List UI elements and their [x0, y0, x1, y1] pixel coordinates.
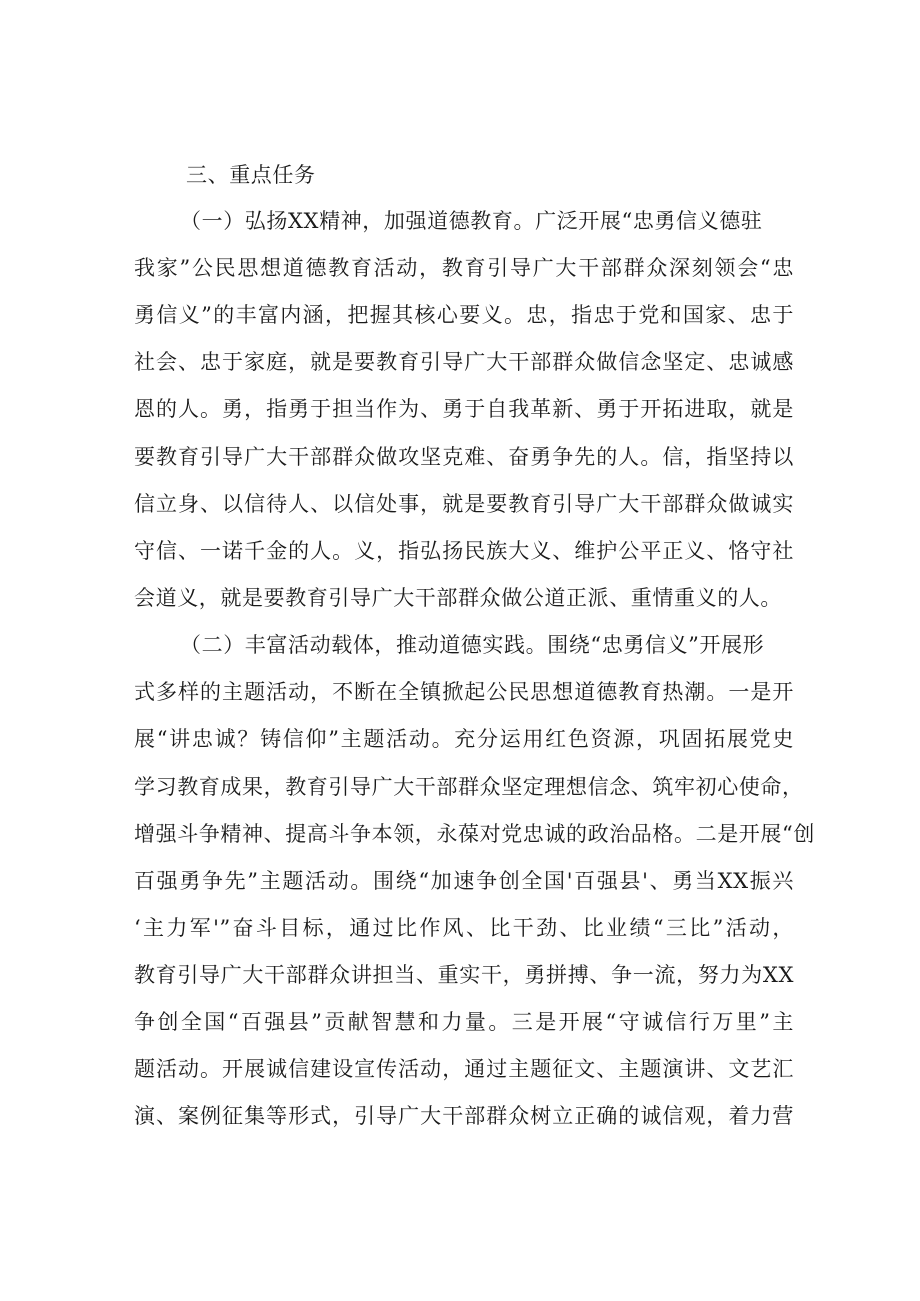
paragraph-line: 展“讲忠诚？铸信仰”主题活动。充分运用红色资源，巩固拓展党史 — [134, 727, 794, 751]
paragraph-line: 信立身、以信待人、以信处事，就是要教育引导广大干部群众做诚实 — [134, 492, 794, 516]
paragraph-line: 我家”公民思想道德教育活动，教育引导广大干部群众深刻领会“忠 — [134, 256, 794, 280]
paragraph-line: 要教育引导广大干部群众做攻坚克难、奋勇争先的人。信，指坚持以 — [134, 445, 794, 469]
paragraph-line: 学习教育成果，教育引导广大干部群众坚定理想信念、筑牢初心使命， — [134, 775, 804, 799]
paragraph-line: ‘主力军'”奋斗目标，通过比作风、比干劲、比业绩“三比”活动， — [134, 916, 794, 940]
paragraph-line: （二）丰富活动载体，推动道德实践。围绕“忠勇信义”开展形 — [180, 633, 765, 657]
paragraph-line: 会道义，就是要教育引导广大干部群众做公道正派、重情重义的人。 — [134, 586, 782, 610]
paragraph-line: 争创全国“百强县”贡献智慧和力量。三是开展“守诚信行万里”主 — [134, 1010, 794, 1034]
paragraph-line: 教育引导广大干部群众讲担当、重实干，勇拼搏、争一流，努力为XX — [134, 963, 794, 987]
paragraph-line: 守信、一诺千金的人。义，指弘扬民族大义、维护公平正义、恪守社 — [134, 539, 794, 563]
paragraph-line: 式多样的主题活动，不断在全镇掀起公民思想道德教育热潮。一是开 — [134, 680, 794, 704]
paragraph-line: 勇信义”的丰富内涵，把握其核心要义。忠，指忠于党和国家、忠于 — [134, 303, 794, 327]
paragraph-line: 恩的人。勇，指勇于担当作为、勇于自我革新、勇于开拓进取，就是 — [134, 397, 794, 421]
paragraph-line: 演、案例征集等形式，引导广大干部群众树立正确的诚信观，着力营 — [134, 1104, 794, 1128]
paragraph-line: 题活动。开展诚信建设宣传活动，通过主题征文、主题演讲、文艺汇 — [134, 1057, 794, 1081]
paragraph-line: 社会、忠于家庭，就是要教育引导广大干部群众做信念坚定、忠诚感 — [134, 350, 794, 374]
paragraph-line: （一）弘扬XX精神，加强道德教育。广泛开展“忠勇信义德驻 — [180, 209, 763, 233]
paragraph-line: 百强勇争先”主题活动。围绕“加速争创全国'百强县'、勇当XX振兴 — [134, 869, 794, 893]
section-heading: 三、重点任务 — [186, 163, 316, 187]
paragraph-line: 增强斗争精神、提高斗争本领，永葆对党忠诚的政治品格。二是开展“创 — [134, 822, 815, 846]
